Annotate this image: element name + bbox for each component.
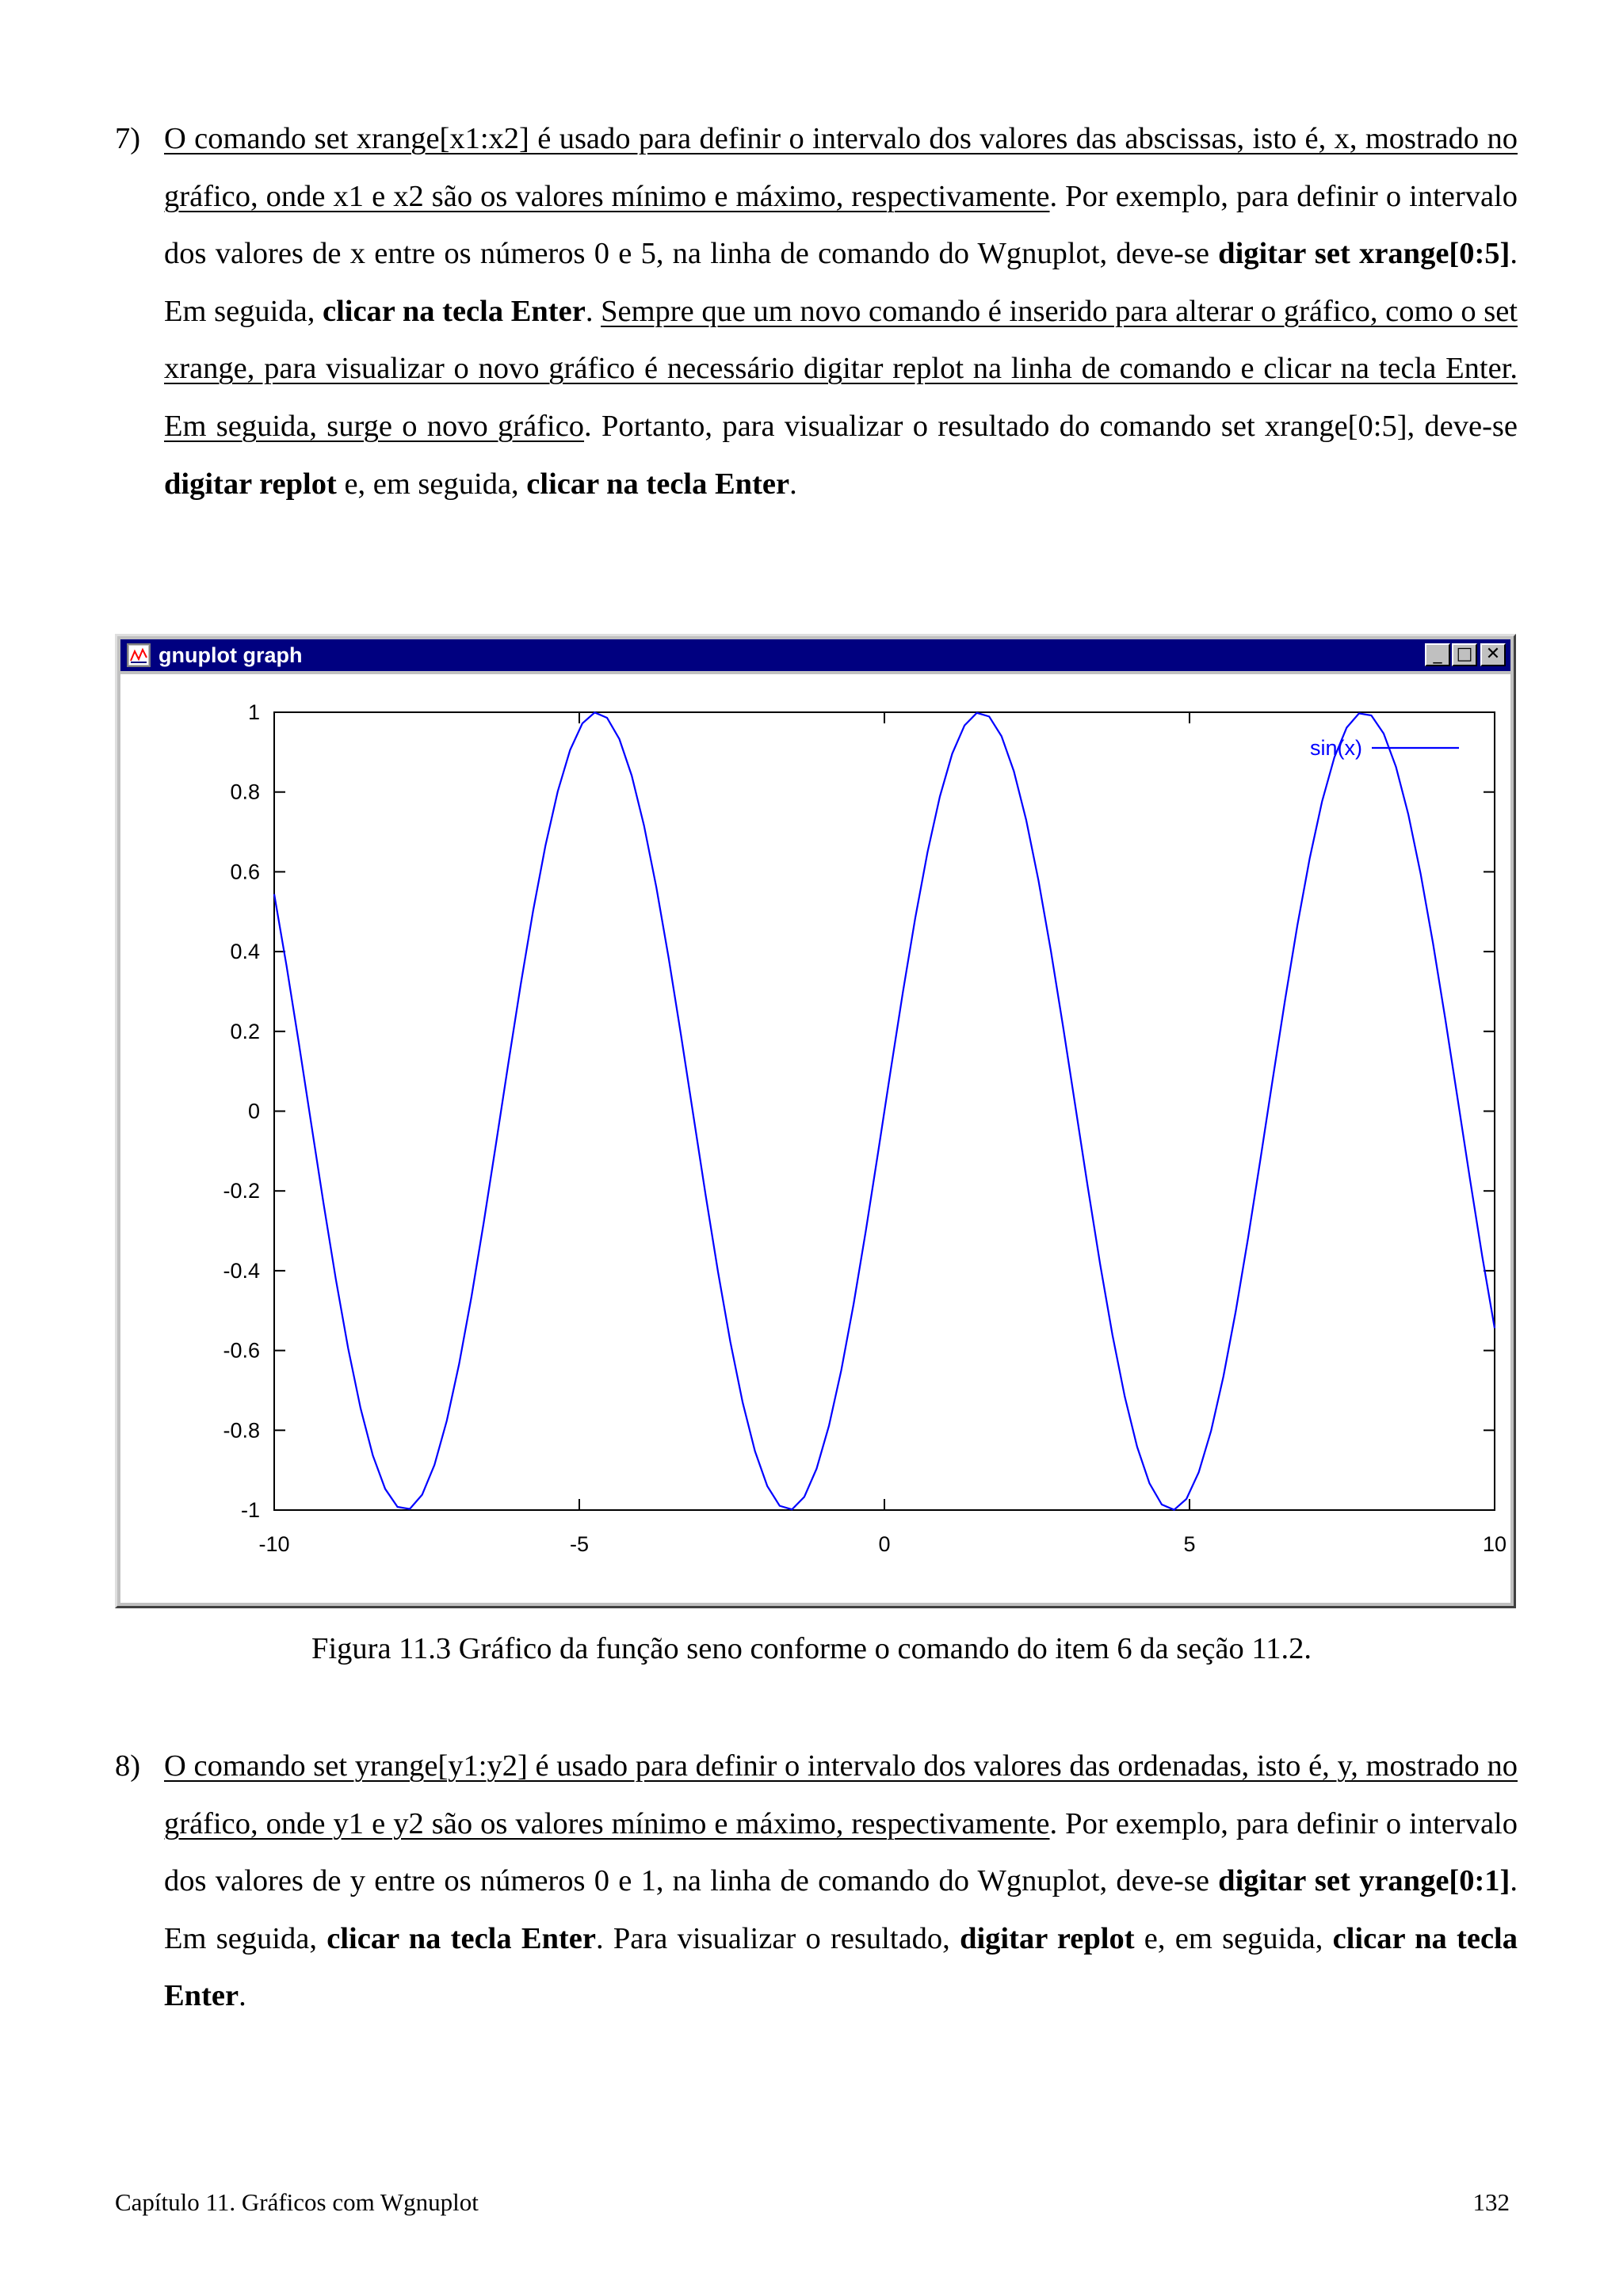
y-tick-label: 0 [247, 1099, 260, 1123]
item-7-underlined-2: Sempre que um novo comando é inserido para alterar o gráfico, como o set xrange, para visualizar o novo gráfico é necessário digitar replot na linha de comando e clicar na tecla Enter. Em seguida, surge o novo gráfico [164, 294, 1518, 443]
y-tick-label: 0.2 [230, 1019, 260, 1043]
plot-area [120, 674, 1510, 1603]
item-7-number: 7) [115, 122, 141, 155]
item-7-text [164, 110, 1518, 513]
item-7-bold-1: digitar set xrange[0:5] [1218, 237, 1510, 271]
item-7-underlined-1: O comando set xrange[x1:x2] é usado para definir o intervalo dos valores das abscissas, isto é, x, mostrado no gráfico, onde x1 e x2 são os valores mínimo e máximo, respectivamente [164, 122, 1518, 213]
x-tick-label: 0 [878, 1532, 891, 1556]
item-8-underlined-1: O comando set yrange[y1:y2] é usado para definir o intervalo dos valores das ordenadas, isto é, y, mostrado no gráfico, onde y1 e y2 são os valores mínimo e máximo, respectivamente [164, 1749, 1518, 1840]
y-tick-label: 0.6 [230, 860, 260, 884]
legend-label: sin(x) [1310, 736, 1362, 760]
item-8-text-6: . [239, 1979, 246, 2013]
item-8-text-5: e, em seguida, [1134, 1921, 1333, 1955]
gnuplot-window[interactable] [115, 634, 1516, 1608]
y-tick-label: -0.6 [223, 1338, 260, 1363]
x-tick-label: -10 [258, 1532, 290, 1556]
footer-chapter: Capítulo 11. Gráficos com Wgnuplot [115, 2188, 479, 2216]
x-tick-label: -5 [569, 1532, 590, 1556]
sine-chart [120, 674, 1510, 1603]
x-tick-label: 10 [1482, 1532, 1507, 1556]
item-7-bold-3: digitar replot [164, 467, 337, 501]
item-7-bold-4: clicar na tecla Enter [526, 467, 790, 501]
item-8-text-2: . Por exemplo, para definir o intervalo dos valores de y entre os números 0 e 1, na linha de comando do Wgnuplot, deve-se [164, 1806, 1518, 1898]
window-titlebar[interactable] [120, 639, 1510, 671]
item-8-text [164, 1737, 1518, 2025]
figure-caption: Figura 11.3 Gráfico da função seno conforme o comando do item 6 da seção 11.2. [311, 1632, 1312, 1665]
close-button[interactable]: ✕ [1480, 643, 1506, 666]
window-title: gnuplot graph [158, 643, 303, 667]
y-tick-label: -1 [240, 1498, 260, 1522]
app-graph-icon[interactable] [127, 643, 151, 667]
item-7-text-3: . Em seguida, [164, 237, 1518, 328]
y-tick-label: -0.2 [223, 1179, 260, 1203]
maximize-button[interactable]: □ [1452, 643, 1477, 666]
minimize-button[interactable]: _ [1425, 643, 1450, 666]
item-7-text-8: . [789, 467, 797, 501]
item-8-text-4: . Para visualizar o resultado, [595, 1921, 960, 1955]
item-7-text-4: . [585, 294, 601, 328]
y-tick-label: 1 [247, 700, 260, 724]
item-8-number: 8) [115, 1749, 141, 1783]
y-tick-label: 0.8 [230, 780, 260, 804]
item-8 [115, 1737, 1518, 2025]
footer-page-number: 132 [1472, 2188, 1510, 2216]
y-tick-label: -0.8 [223, 1418, 260, 1443]
x-tick-label: 5 [1183, 1532, 1196, 1556]
item-8-bold-4: clicar na tecla Enter [164, 1921, 1518, 2013]
item-8-bold-3: digitar replot [960, 1921, 1135, 1955]
item-7-text-2: . Por exemplo, para definir o intervalo dos valores de x entre os números 0 e 5, na linha de comando do Wgnuplot, deve-se [164, 179, 1518, 271]
y-tick-label: -0.4 [223, 1258, 260, 1283]
item-8-bold-2: clicar na tecla Enter [327, 1921, 596, 1955]
y-tick-label: 0.4 [230, 940, 260, 964]
item-7-text-6: . Portanto, para visualizar o resultado do comando set xrange[0:5], deve-se [584, 409, 1518, 443]
series-line-sin [274, 712, 1495, 1509]
item-7 [115, 110, 1518, 513]
item-7-text-7: e, em seguida, [336, 467, 527, 501]
item-7-bold-2: clicar na tecla Enter [322, 294, 586, 328]
item-8-text-3: . Em seguida, [164, 1864, 1518, 1955]
item-8-bold-1: digitar set yrange[0:1] [1218, 1864, 1510, 1898]
